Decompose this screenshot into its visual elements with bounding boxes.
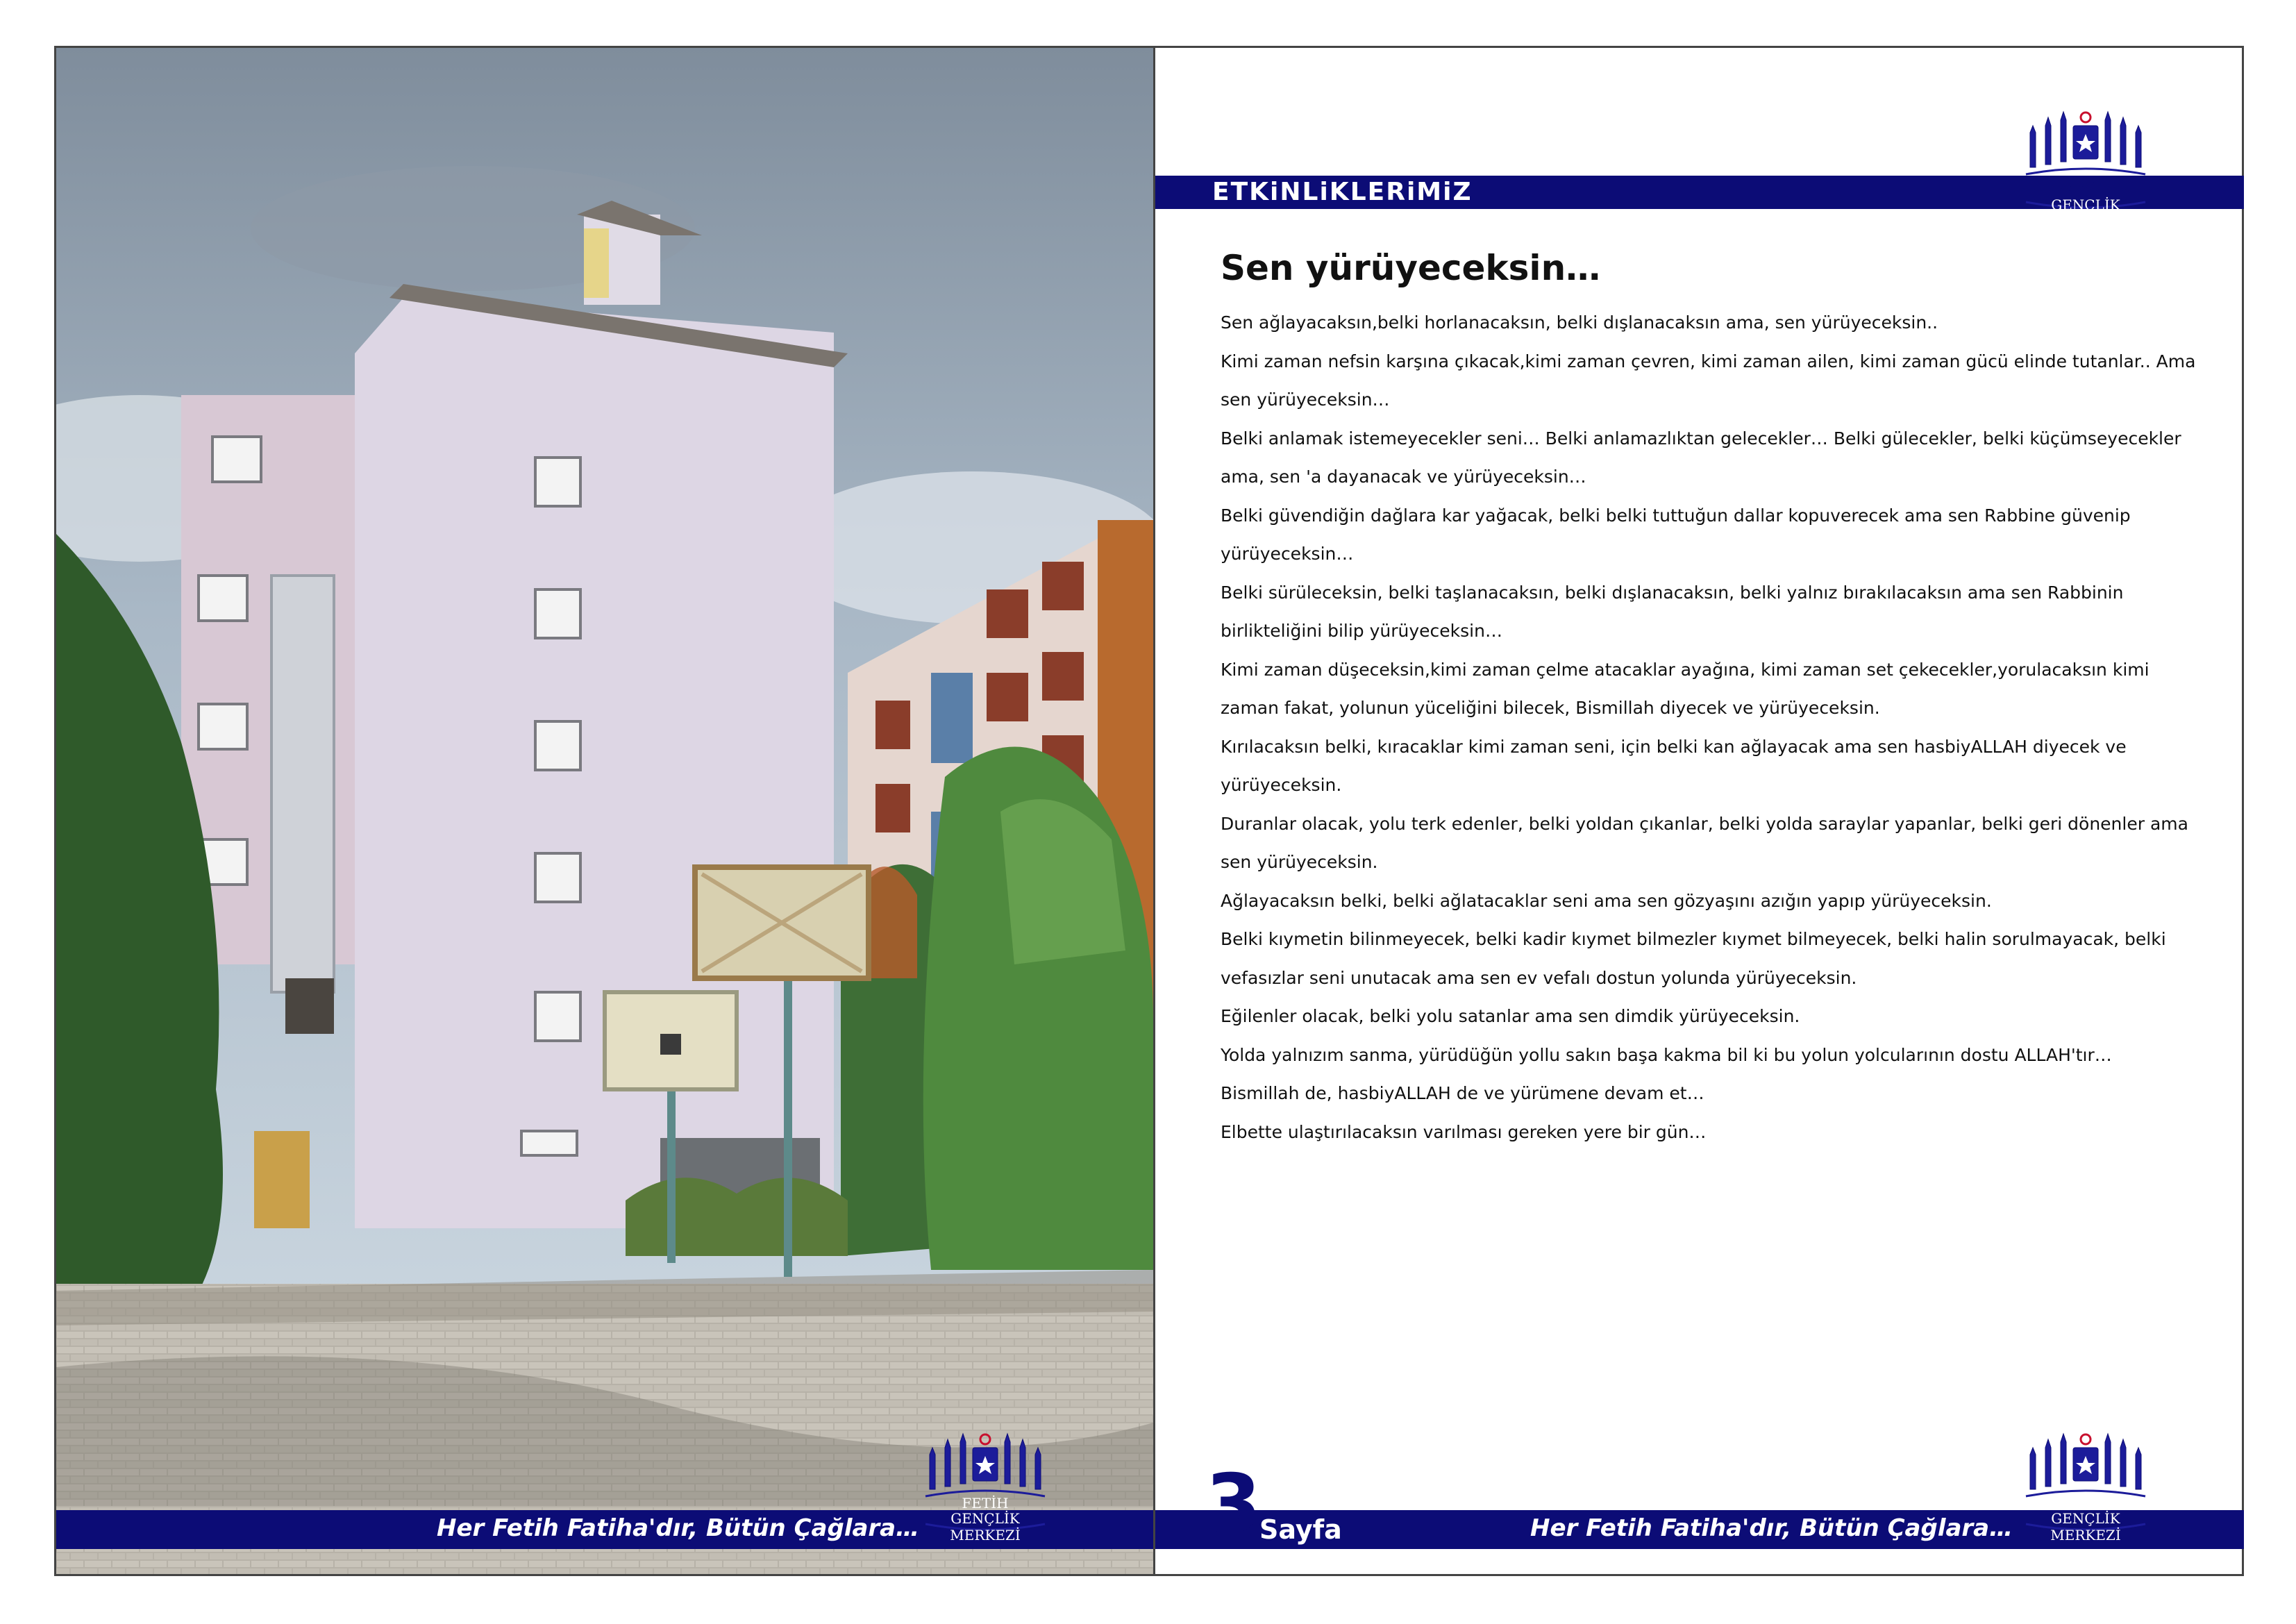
article-paragraph: Ağlayacaksın belki, belki ağlatacaklar seni ama sen gözyaşını azığın yapıp yürüyeceksin.: [1221, 890, 1992, 911]
article-paragraph: Kırılacaksın belki, kıracaklar kimi zaman seni, için belki kan ağlayacak ama sen hasbiyALLAH diyecek ve yürüyeceksin.: [1221, 736, 2127, 795]
logo-left: [916, 1427, 1055, 1545]
footer-slogan-right: Her Fetih Fatiha'dır, Bütün Çağlara…: [1530, 1514, 2013, 1542]
page-label: Sayfa: [1259, 1514, 1342, 1545]
article-paragraph: Kimi zaman düşeceksin,kimi zaman çelme atacaklar ayağına, kimi zaman set çekecekler,yorulacaksın kimi zaman fakat, yolunun yüceliğini bilecek, Bismillah diyecek ve yürüyeceksin.: [1221, 659, 2150, 718]
logo-text-line1: FETİH: [2062, 1495, 2109, 1512]
page-number: 3: [1205, 1457, 1262, 1551]
footer-slogan-left: Her Fetih Fatiha'dır, Bütün Çağlara…: [437, 1514, 920, 1542]
logo-text-line1: FETİH: [2062, 181, 2109, 198]
article-paragraph: Elbette ulaştırılacaksın varılması gereken yere bir gün…: [1221, 1121, 1707, 1142]
article-paragraph: Kimi zaman nefsin karşına çıkacak,kimi zaman çevren, kimi zaman ailen, kimi zaman gücü elinde tutanlar.. Ama sen yürüyeceksin…: [1221, 351, 2196, 410]
section-title: ETKiNLiKLERiMiZ: [1212, 178, 1473, 206]
logo-text-line2: GENÇLİK MERKEZİ: [2050, 1510, 2121, 1543]
article-title: Sen yürüyeceksin…: [1221, 248, 1601, 288]
left-page: [56, 48, 1153, 1574]
article-paragraph: Duranlar olacak, yolu terk edenler, belki yoldan çıkanlar, belki yolda saraylar yapanlar, belki geri dönenler ama sen yürüyeceksin.: [1221, 813, 2188, 872]
right-page: [1153, 48, 2244, 1574]
magazine-spread: [54, 46, 2244, 1576]
logo-top-right: [2016, 105, 2155, 230]
logo-text-line2: GENÇLİK MERKEZİ: [950, 1510, 1021, 1543]
article-paragraph: Belki anlamak istemeyecekler seni… Belki anlamazlıktan gelecekler… Belki gülecekler, belki küçümseyecekler ama, sen 'a dayanacak ve yürüyeceksin…: [1221, 428, 2181, 487]
article: [1221, 248, 2199, 1151]
article-paragraph: Belki sürüleceksin, belki taşlanacaksın, belki dışlanacaksın, belki yalnız bırakılacaksın ama sen Rabbinin birlikteliğini bilip yürüyeceksin…: [1221, 582, 2124, 641]
logo-text-line1: FETİH: [962, 1495, 1009, 1512]
article-paragraph: Yolda yalnızım sanma, yürüdüğün yollu sakın başa kakma bil ki bu yolun yolcularının dostu ALLAH'tır…: [1221, 1044, 2112, 1065]
article-paragraph: Belki kıymetin bilinmeyecek, belki kadir kıymet bilmezler kıymet bilmeyecek, belki halin sorulmayacak, belki vefasızlar seni unutacak ama sen ev vefalı dostun yolunda yürüyeceksin.: [1221, 929, 2166, 988]
logo-text-line2: GENÇLİK MERKEZİ: [2050, 196, 2121, 230]
article-paragraph: Sen ağlayacaksın,belki horlanacaksın, belki dışlanacaksın ama, sen yürüyeceksin..: [1221, 312, 1938, 333]
article-paragraph: Bismillah de, hasbiyALLAH de ve yürümene devam et…: [1221, 1083, 1704, 1103]
building-photo: [56, 48, 1153, 1574]
logo-bottom-right: [2016, 1427, 2155, 1545]
article-paragraph: Eğilenler olacak, belki yolu satanlar ama sen dimdik yürüyeceksin.: [1221, 1006, 1800, 1026]
article-paragraph: Belki güvendiğin dağlara kar yağacak, belki belki tuttuğun dallar kopuverecek ama sen Rabbine güvenip yürüyeceksin…: [1221, 505, 2131, 564]
